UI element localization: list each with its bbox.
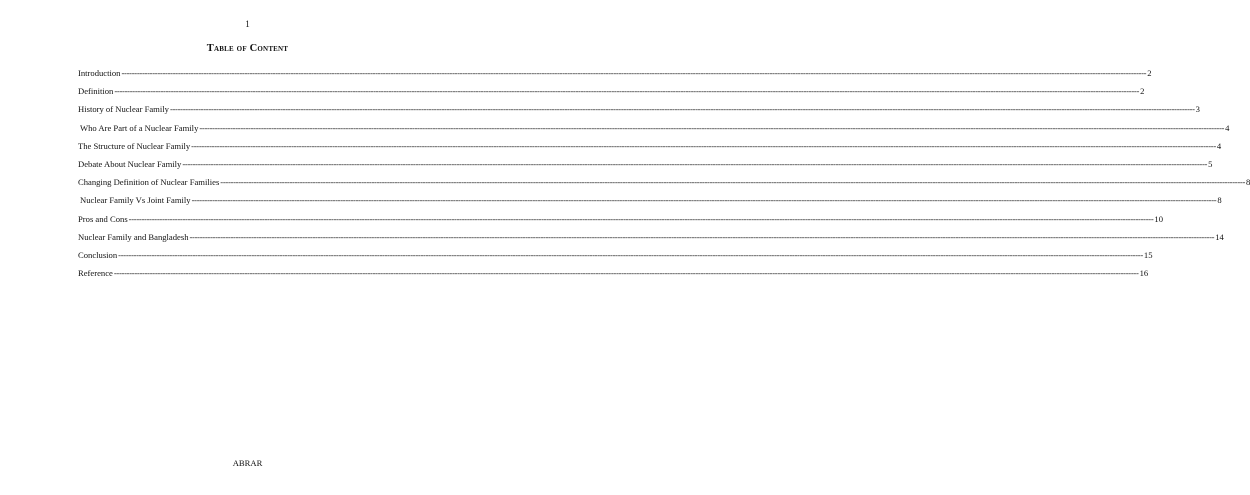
toc-entry-label: Pros and Cons xyxy=(78,213,128,224)
toc-entry-label: Nuclear Family and Bangladesh xyxy=(78,231,189,242)
toc-list xyxy=(78,64,1250,282)
toc-entry-label: Definition xyxy=(78,86,114,97)
toc-entry-page: 2 xyxy=(1147,68,1152,78)
toc-entry-label: Conclusion xyxy=(78,249,118,260)
footer-author: ABRAR xyxy=(232,458,263,468)
toc-entry-page: 8 xyxy=(1217,195,1222,206)
toc-leader: ---------------------------------------------------------------------------------------------------------------------------------------------------------------------------------------------------------------------------------------------------------------------------------------------------------------------------------------------------------------------------------------------------------------- xyxy=(182,158,1208,169)
toc-entry-label: The Structure of Nuclear Family xyxy=(78,140,191,151)
toc-entry[interactable] xyxy=(78,246,1153,264)
toc-entry-label: Debate About Nuclear Family xyxy=(78,158,182,169)
toc-leader: ---------------------------------------------------------------------------------------------------------------------------------------------------------------------------------------------------------------------------------------------------------------------------------------------------------------------------------------------------------------------------------------------------------------- xyxy=(114,86,1140,97)
toc-entry-page: 4 xyxy=(1216,140,1222,151)
toc-title: Table of Content xyxy=(206,43,289,54)
toc-entry-page: 8 xyxy=(1246,177,1250,188)
toc-entry[interactable] xyxy=(78,119,1230,137)
toc-leader: ---------------------------------------------------------------------------------------------------------------------------------------------------------------------------------------------------------------------------------------------------------------------------------------------------------------------------------------------------------------------------------------------------------------- xyxy=(220,177,1246,188)
toc-leader: ---------------------------------------------------------------------------------------------------------------------------------------------------------------------------------------------------------------------------------------------------------------------------------------------------------------------------------------------------------------------------------------------------------------- xyxy=(191,140,1216,151)
toc-leader: ---------------------------------------------------------------------------------------------------------------------------------------------------------------------------------------------------------------------------------------------------------------------------------------------------------------------------------------------------------------------------------------------------------------- xyxy=(189,231,1215,242)
toc-entry-page: 10 xyxy=(1154,213,1163,224)
toc-leader: ---------------------------------------------------------------------------------------------------------------------------------------------------------------------------------------------------------------------------------------------------------------------------------------------------------------------------------------------------------------------------------------------------------------- xyxy=(191,195,1217,206)
toc-entry-label: Changing Definition of Nuclear Families xyxy=(78,177,220,188)
toc-entry[interactable] xyxy=(78,228,1224,246)
page-number: 1 xyxy=(245,19,250,29)
toc-entry[interactable] xyxy=(78,173,1250,191)
toc-entry-label: Who Are Part of a Nuclear Family xyxy=(80,122,199,133)
toc-leader: ---------------------------------------------------------------------------------------------------------------------------------------------------------------------------------------------------------------------------------------------------------------------------------------------------------------------------------------------------------------------------------------------------------------- xyxy=(118,249,1143,260)
toc-entry-page: 4 xyxy=(1225,122,1230,133)
toc-entry-page: 15 xyxy=(1143,249,1153,260)
toc-entry[interactable] xyxy=(78,100,1200,118)
toc-entry[interactable] xyxy=(78,191,1222,209)
toc-leader: ---------------------------------------------------------------------------------------------------------------------------------------------------------------------------------------------------------------------------------------------------------------------------------------------------------------------------------------------------------------------------------------------------------------- xyxy=(121,68,1147,78)
toc-entry-page: 14 xyxy=(1215,231,1224,242)
toc-leader: ---------------------------------------------------------------------------------------------------------------------------------------------------------------------------------------------------------------------------------------------------------------------------------------------------------------------------------------------------------------------------------------------------------------- xyxy=(169,104,1195,115)
toc-entry-label: Reference xyxy=(78,268,113,279)
toc-leader: ---------------------------------------------------------------------------------------------------------------------------------------------------------------------------------------------------------------------------------------------------------------------------------------------------------------------------------------------------------------------------------------------------------------- xyxy=(199,122,1225,133)
toc-entry[interactable] xyxy=(78,82,1145,100)
toc-entry[interactable] xyxy=(78,264,1149,282)
toc-leader: ---------------------------------------------------------------------------------------------------------------------------------------------------------------------------------------------------------------------------------------------------------------------------------------------------------------------------------------------------------------------------------------------------------------- xyxy=(128,213,1154,224)
toc-entry[interactable] xyxy=(78,137,1222,155)
toc-entry[interactable] xyxy=(78,210,1163,228)
toc-entry-label: Nuclear Family Vs Joint Family xyxy=(80,195,191,206)
toc-entry[interactable] xyxy=(78,155,1213,173)
toc-entry-page: 3 xyxy=(1195,104,1200,115)
toc-leader: ---------------------------------------------------------------------------------------------------------------------------------------------------------------------------------------------------------------------------------------------------------------------------------------------------------------------------------------------------------------------------------------------------------------- xyxy=(113,268,1139,279)
toc-entry[interactable] xyxy=(78,64,1152,82)
toc-entry-label: Introduction xyxy=(78,68,121,78)
toc-entry-page: 5 xyxy=(1208,158,1213,169)
toc-entry-page: 2 xyxy=(1140,86,1145,97)
toc-entry-label: History of Nuclear Family xyxy=(78,104,169,115)
toc-entry-page: 16 xyxy=(1139,268,1149,279)
